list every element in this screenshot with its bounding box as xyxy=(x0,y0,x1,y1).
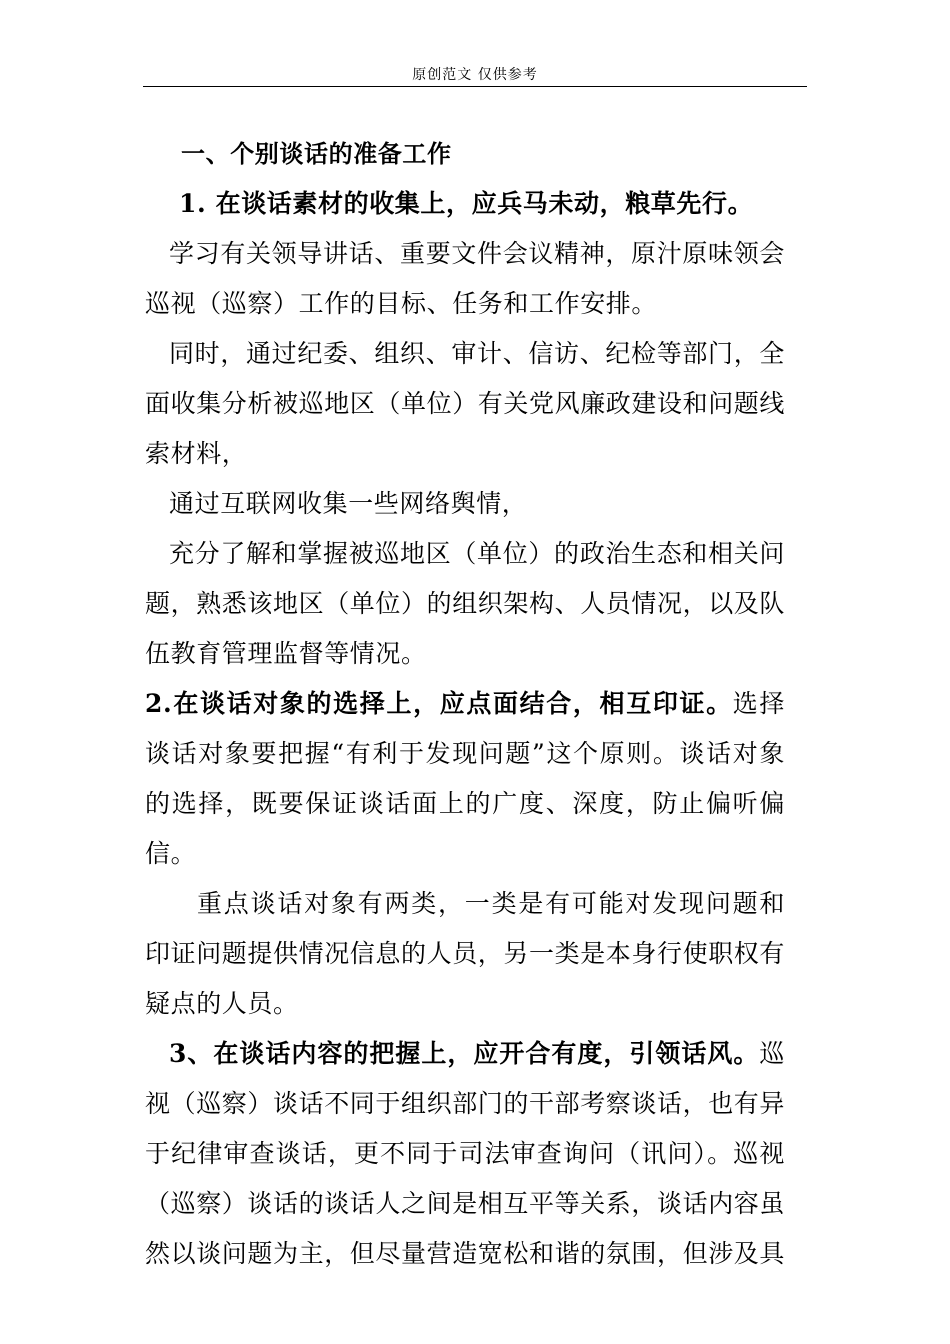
paragraph-8 xyxy=(145,1029,785,1279)
paragraph-4: 通过互联网收集一些网络舆情， xyxy=(169,489,528,518)
section-title: 一、个别谈话的准备工作 xyxy=(181,140,452,168)
document-body xyxy=(145,129,785,1279)
paragraph-1-heading: 1. 在谈话素材的收集上，应兵马未动，粮草先行。 xyxy=(179,189,754,218)
paragraph-5: 充分了解和掌握被巡地区（单位）的政治生态和相关问题，熟悉该地区（单位）的组织架构、人员情况，以及队伍教育管理监督等情况。 xyxy=(145,539,786,668)
paragraph-6-body: 选择谈话对象要把握“有利于发现问题”这个原则。谈话对象的选择，既要保证谈话面上的广度、深度，防止偏听偏信。 xyxy=(145,689,786,868)
paragraph-8-heading: 3、在谈话内容的把握上，应开合有度，引领话风。 xyxy=(169,1039,760,1068)
header-rule xyxy=(143,86,807,87)
paragraph-8-body: 巡视（巡察）谈话不同于组织部门的干部考察谈话，也有异于纪律审查谈话，更不同于司法审查询问（讯问）。巡视（巡察）谈话的谈话人之间是相互平等关系，谈话内容虽然以谈问题为主，但尽量营造宽松和谐的氛围，但涉及具 xyxy=(145,1039,786,1268)
paragraph-2: 学习有关领导讲话、重要文件会议精神，原汁原味领会巡视（巡察）工作的目标、任务和工作安排。 xyxy=(145,239,785,318)
paragraph-3: 同时，通过纪委、组织、审计、信访、纪检等部门，全面收集分析被巡地区（单位）有关党风廉政建设和问题线索材料， xyxy=(145,339,786,468)
paragraph-6 xyxy=(145,679,785,879)
page-header: 原创范文 仅供参考 xyxy=(412,67,538,83)
paragraph-7: 重点谈话对象有两类，一类是有可能对发现问题和印证问题提供情况信息的人员，另一类是本身行使职权有疑点的人员。 xyxy=(145,889,786,1018)
paragraph-1 xyxy=(145,179,785,229)
paragraph-6-heading: 2.在谈话对象的选择上，应点面结合，相互印证。 xyxy=(145,689,733,718)
